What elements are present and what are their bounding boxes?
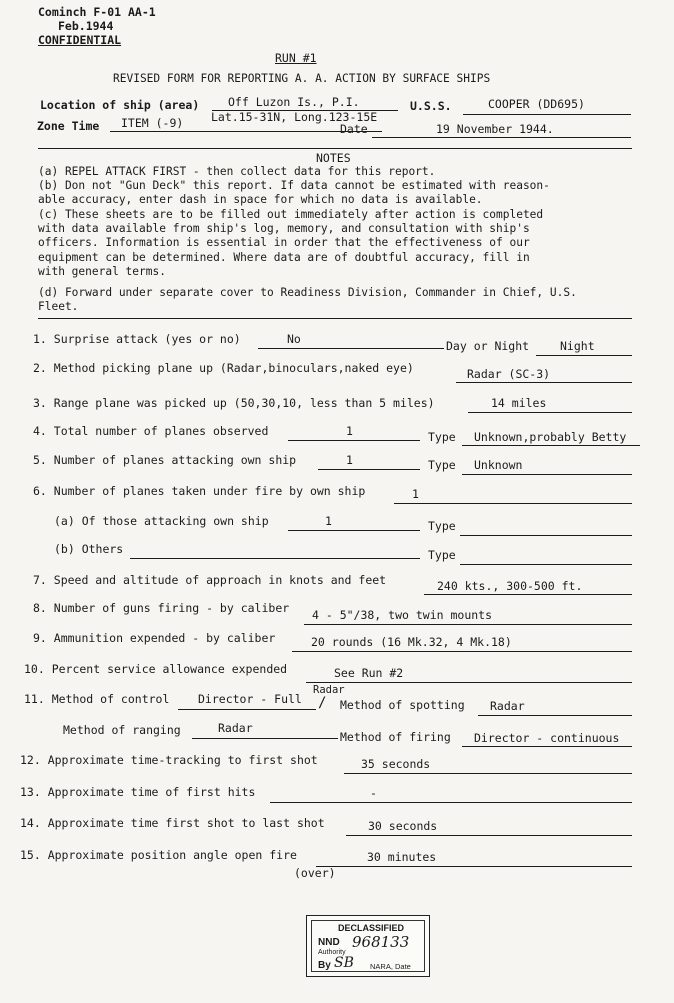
q1-value: No <box>287 332 301 346</box>
q12-value: 35 seconds <box>361 757 431 771</box>
q15-value: 30 minutes <box>367 850 437 864</box>
q3-line <box>468 412 632 413</box>
q6a-type-line <box>460 535 632 536</box>
q2-line <box>456 382 632 383</box>
q11b-firing-label: Method of firing <box>340 730 451 744</box>
location-label: Location of ship (area) <box>40 98 200 112</box>
q12-line <box>344 773 632 774</box>
note-line: able accuracy, enter dash in space for which no data is available. <box>38 193 483 206</box>
q4-type-label: Type <box>428 430 456 444</box>
q6a-value: 1 <box>325 514 332 528</box>
q6a-label: (a) Of those attacking own ship <box>54 514 269 528</box>
form-code: Cominch F-01 AA-1 <box>38 5 156 19</box>
q1-line <box>258 348 444 349</box>
q5-type-label: Type <box>428 458 456 472</box>
q5-value: 1 <box>346 453 353 467</box>
over-label: (over) <box>294 866 336 880</box>
q10-value: See Run #2 <box>334 666 404 680</box>
q9-value: 20 rounds (16 Mk.32, 4 Mk.18) <box>311 635 512 649</box>
q11-value: Director - Full <box>198 692 302 706</box>
stamp-authority-label: NND <box>318 937 340 948</box>
ship-line <box>463 114 631 115</box>
q6b-type-line <box>460 564 632 565</box>
q4-line <box>288 440 420 441</box>
note-line: officers. Information is essential in order that the effectiveness of our <box>38 236 530 249</box>
zone-time-value: ITEM (-9) <box>121 116 184 130</box>
q1-label: 1. Surprise attack (yes or no) <box>33 332 241 346</box>
q15-line <box>316 866 632 867</box>
declassified-stamp <box>306 915 430 977</box>
q14-line <box>346 835 632 836</box>
q4-type-value: Unknown,probably Betty <box>474 430 627 444</box>
q1b-label: Day or Night <box>446 339 530 353</box>
latlong-value: Lat.15-31N, Long.123-15E <box>211 110 378 124</box>
q11-spotting-label: Method of spotting <box>340 698 465 712</box>
note-line: with general terms. <box>38 265 166 278</box>
stamp-nara: NARA, Date <box>370 962 411 971</box>
note-line: Fleet. <box>38 300 79 313</box>
q7-value: 240 kts., 300-500 ft. <box>437 579 583 593</box>
q11-slash: / <box>318 695 327 711</box>
q11-spotting-line <box>478 715 632 716</box>
q10-line <box>306 682 632 683</box>
q6-label: 6. Number of planes taken under fire by own ship <box>33 484 366 498</box>
q6b-line <box>130 558 420 559</box>
stamp-by-value: SB <box>334 955 354 971</box>
q15-label: 15. Approximate position angle open fire <box>20 848 297 862</box>
form-date: Feb.1944 <box>58 19 114 33</box>
note-line: equipment can be determined. Where data are of doubtful accuracy, fill in <box>38 251 530 264</box>
separator-notes <box>38 318 632 319</box>
q1b-line <box>536 355 632 356</box>
q3-value: 14 miles <box>491 396 547 410</box>
q11b-label: Method of ranging <box>63 723 181 737</box>
q10-label: 10. Percent service allowance expended <box>24 662 288 676</box>
separator-top <box>38 148 632 149</box>
q4-value: 1 <box>346 424 353 438</box>
note-line: (b) Don not "Gun Deck" this report. If data cannot be estimated with reason- <box>38 179 550 192</box>
q9-label: 9. Ammunition expended - by caliber <box>33 631 276 645</box>
q12-label: 12. Approximate time-tracking to first shot <box>20 753 318 767</box>
q6a-line <box>288 530 420 531</box>
q7-label: 7. Speed and altitude of approach in knots and feet <box>33 573 387 587</box>
q9-line <box>292 651 632 652</box>
form-title: REVISED FORM FOR REPORTING A. A. ACTION BY SURFACE SHIPS <box>113 72 491 85</box>
q6-line <box>394 503 632 504</box>
q2-value: Radar (SC-3) <box>467 367 551 381</box>
q11-spotting-value: Radar <box>490 699 525 713</box>
location-value: Off Luzon Is., P.I. <box>228 95 360 109</box>
q8-line <box>304 624 632 625</box>
date-line <box>372 137 631 138</box>
q11b-firing-value: Director - continuous <box>474 731 620 745</box>
classification: CONFIDENTIAL <box>38 33 122 47</box>
q11-label: 11. Method of control <box>24 692 170 706</box>
q14-label: 14. Approximate time first shot to last shot <box>20 816 325 830</box>
q13-label: 13. Approximate time of first hits <box>20 785 256 799</box>
q6a-type-label: Type <box>428 519 456 533</box>
q5-line <box>318 469 420 470</box>
q11b-value: Radar <box>218 721 253 735</box>
q11-line <box>178 709 316 710</box>
stamp-title: DECLASSIFIED <box>338 923 405 933</box>
q6-value: 1 <box>412 487 419 501</box>
q1b-value: Night <box>560 339 595 353</box>
q8-value: 4 - 5"/38, two twin mounts <box>312 608 493 622</box>
note-line: (c) These sheets are to be filled out immediately after action is completed <box>38 208 544 221</box>
note-line: (a) REPEL ATTACK FIRST - then collect data for this report. <box>38 165 436 178</box>
q6b-label: (b) Others <box>54 542 124 556</box>
q8-label: 8. Number of guns firing - by caliber <box>33 601 290 615</box>
q11b-line <box>192 738 338 739</box>
stamp-by-label: By <box>318 960 331 971</box>
q4-type-line <box>462 445 640 446</box>
q11-above-value: Radar <box>313 684 345 696</box>
note-line: with data available from ship's log, memory, and consultation with ship's <box>38 222 530 235</box>
q5-label: 5. Number of planes attacking own ship <box>33 453 297 467</box>
zone-time-label: Zone Time <box>37 119 100 133</box>
q11b-firing-line <box>462 746 632 747</box>
q5-type-line <box>462 474 632 475</box>
q14-value: 30 seconds <box>368 819 438 833</box>
q6b-type-label: Type <box>428 548 456 562</box>
stamp-authority-value: 968133 <box>352 933 410 951</box>
ship-value: COOPER (DD695) <box>488 97 585 111</box>
date-value: 19 November 1944. <box>436 122 554 136</box>
q4-label: 4. Total number of planes observed <box>33 424 269 438</box>
q7-line <box>424 594 632 595</box>
run-title: RUN #1 <box>275 51 317 65</box>
notes-heading: NOTES <box>316 151 351 165</box>
q3-label: 3. Range plane was picked up (50,30,10, less than 5 miles) <box>33 396 435 410</box>
q2-label: 2. Method picking plane up (Radar,binoculars,naked eye) <box>33 361 414 375</box>
date-label: Date <box>340 122 368 136</box>
q13-value: - <box>370 786 377 800</box>
ship-label: U.S.S. <box>410 99 452 113</box>
q5-type-value: Unknown <box>474 458 523 472</box>
stamp-authority-sub: Authority <box>318 949 346 956</box>
note-line: (d) Forward under separate cover to Readiness Division, Commander in Chief, U.S. <box>38 286 577 299</box>
q13-line <box>270 802 632 803</box>
